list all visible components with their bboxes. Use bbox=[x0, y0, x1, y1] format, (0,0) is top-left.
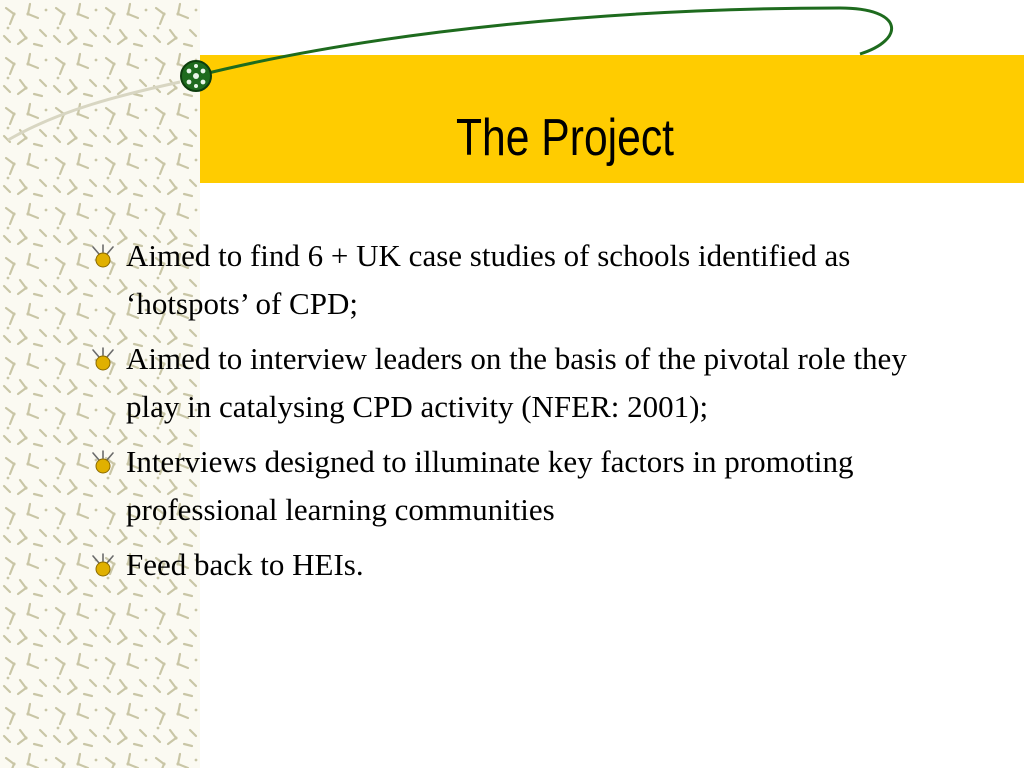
swoosh-decoration bbox=[0, 0, 1024, 200]
bullet-text: Aimed to interview leaders on the basis of the pivotal role they play in catalysing CPD activity (NFER: 2001); bbox=[126, 341, 907, 424]
slide-title: The Project bbox=[455, 109, 675, 167]
green-node-icon bbox=[181, 61, 211, 91]
bullet-item bbox=[88, 232, 908, 328]
swoosh-line bbox=[196, 8, 892, 76]
sunburst-bullet-icon bbox=[90, 450, 116, 476]
bullet-text: Aimed to find 6 + UK case studies of schools identified as ‘hotspots’ of CPD; bbox=[126, 238, 851, 321]
sunburst-bullet-icon bbox=[90, 553, 116, 579]
bullet-text: Interviews designed to illuminate key factors in promoting professional learning communities bbox=[126, 444, 854, 527]
swoosh-faint-tail bbox=[8, 82, 180, 140]
bullet-list bbox=[88, 232, 908, 596]
bullet-text: Feed back to HEIs. bbox=[126, 547, 364, 582]
sunburst-bullet-icon bbox=[90, 347, 116, 373]
bullet-item bbox=[88, 335, 908, 431]
sunburst-bullet-icon bbox=[90, 244, 116, 270]
bullet-item bbox=[88, 438, 908, 534]
bullet-item bbox=[88, 541, 908, 589]
